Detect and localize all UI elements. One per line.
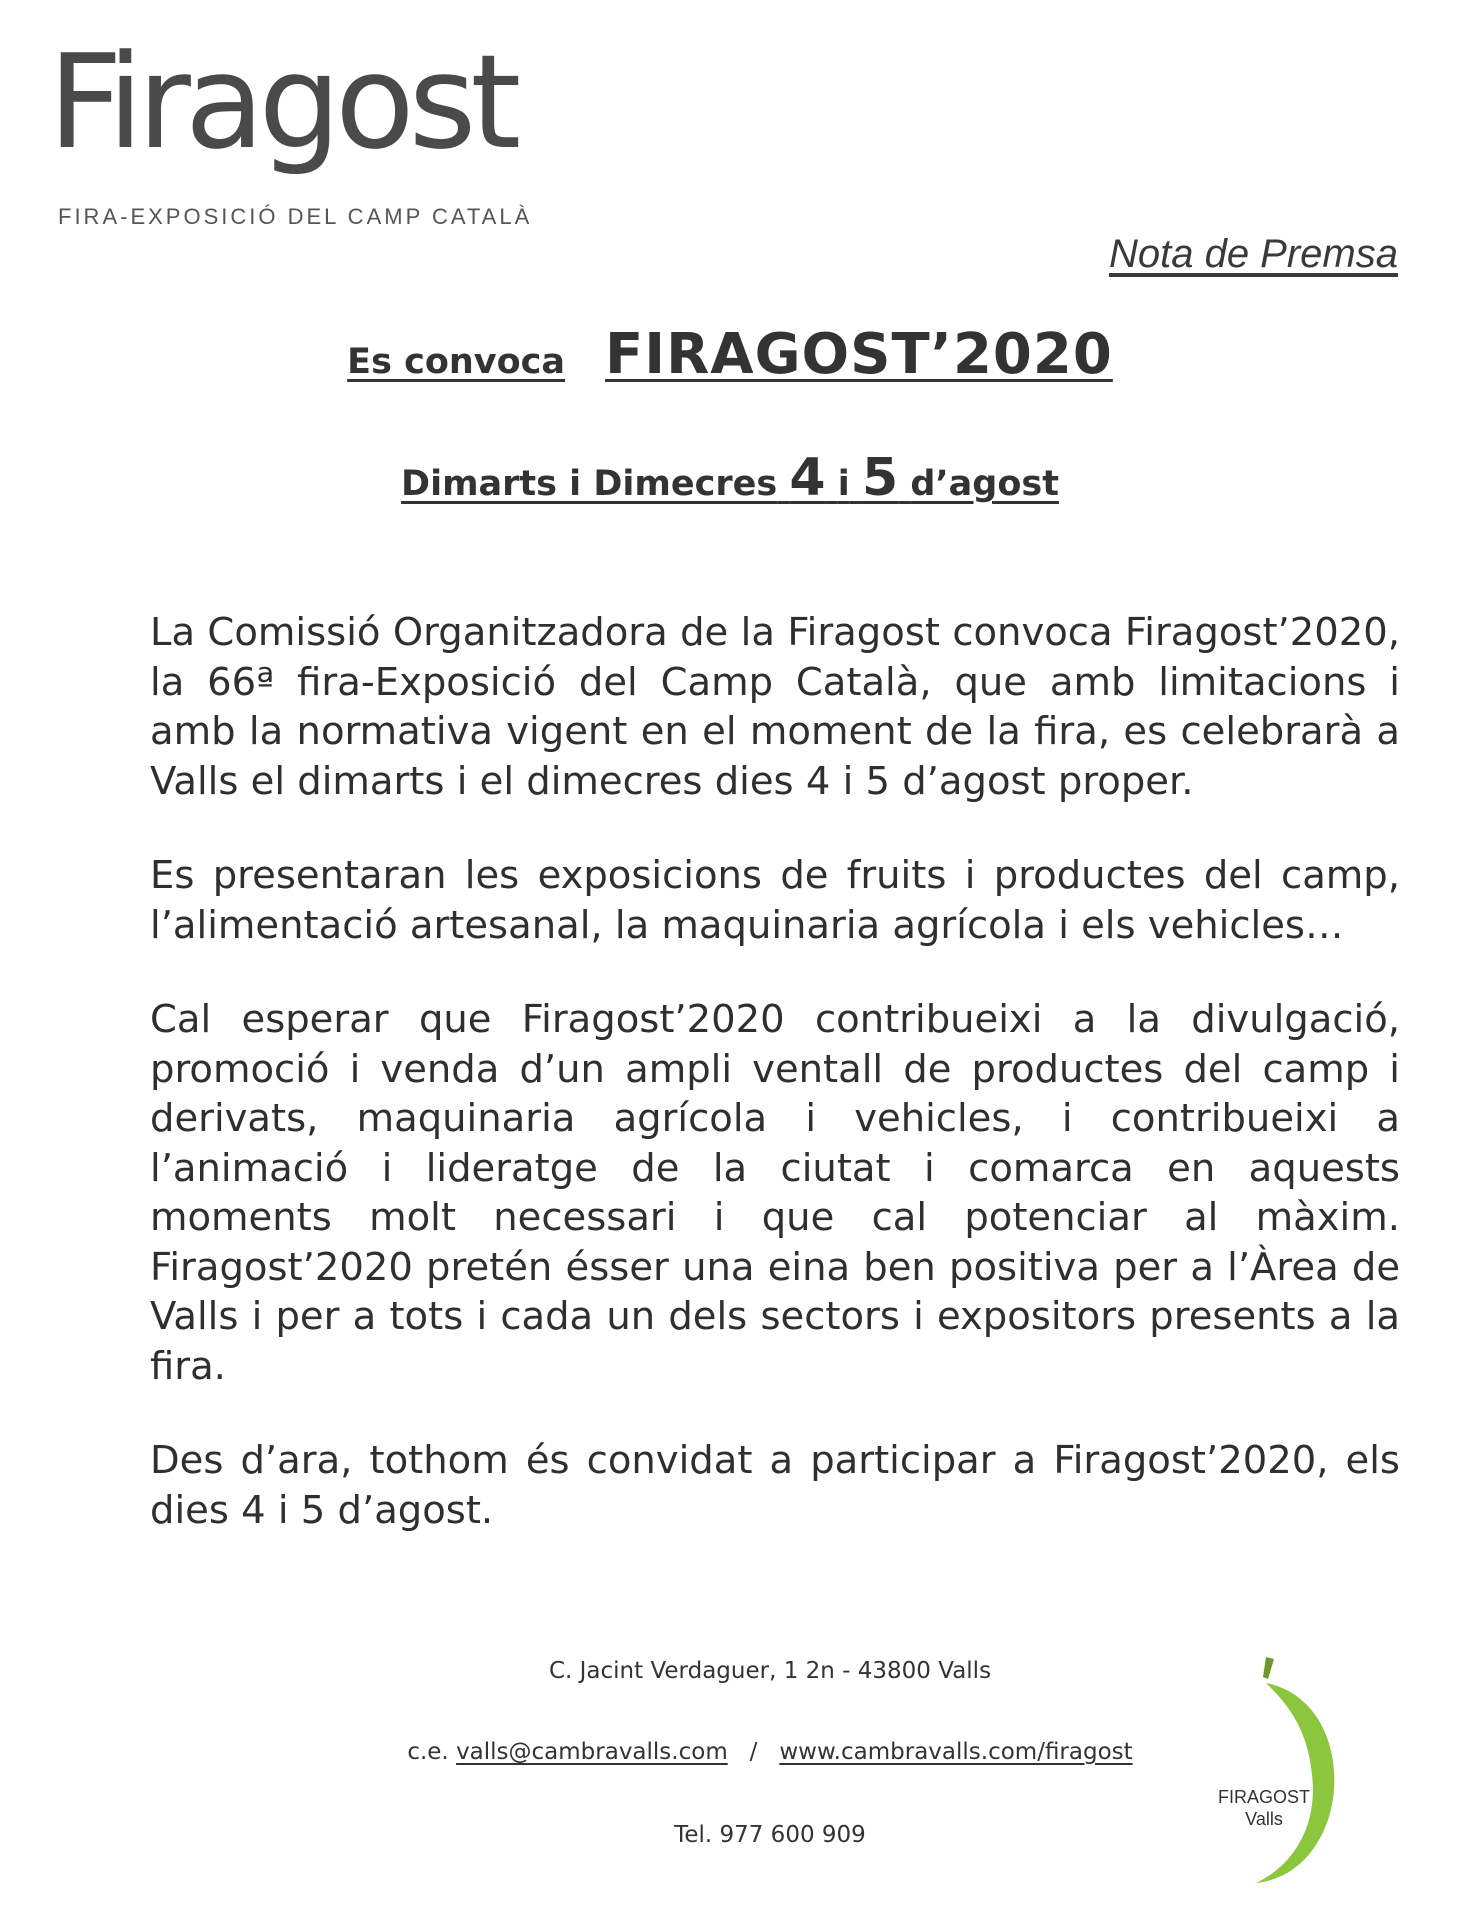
- press-release-body: [150, 608, 1400, 1580]
- badge-line2: Valls: [1245, 1809, 1283, 1829]
- paragraph-4: Des d’ara, tothom és convidat a participar a Firagost’2020, els dies 4 i 5 d’agost.: [150, 1438, 1400, 1533]
- footer-phone: Tel. 977 600 909: [674, 1822, 866, 1848]
- footer-contact: [290, 1739, 1250, 1765]
- subheadline-month: d’agost: [910, 464, 1059, 504]
- contact-separator: /: [749, 1739, 758, 1765]
- subheadline-day2: 5: [861, 448, 899, 508]
- badge-swoosh-icon: [1256, 1683, 1334, 1883]
- subheadline-days: Dimarts i Dimecres: [401, 464, 778, 504]
- badge-line1: FIRAGOST: [1217, 1787, 1311, 1807]
- headline: [0, 322, 1460, 387]
- badge-leaf-icon: [1263, 1657, 1274, 1679]
- footer-address: C. Jacint Verdaguer, 1 2n - 43800 Valls: [548, 1658, 992, 1684]
- subheadline-day1: 4: [789, 448, 826, 508]
- logo-subtitle: FIRA-EXPOSICIÓ DEL CAMP CATALÀ: [58, 204, 533, 229]
- email-link[interactable]: valls@cambravalls.com: [456, 1739, 728, 1765]
- subheadline-conj: i: [837, 464, 850, 504]
- firagost-valls-badge: [1216, 1655, 1366, 1885]
- paragraph-2: Es presentaran les exposicions de fruits i productes del camp, l’alimentació artesanal, la maquinaria agrícola i els vehicles…: [150, 853, 1400, 948]
- paragraph-3: Cal esperar que Firagost’2020 contribueixi a la divulgació, promoció i venda d’un ampli ventall de productes del camp i derivats, maquinaria agrícola i vehicles, i contribueixi a l’animació i lideratge de la ciutat i comarca en aquests moments molt necessari i que cal potenciar al màxim. Firagost’2020 pretén ésser una eina ben positiva per a l’Àrea de Valls i per a tots i cada un dels sectors i expositors presents a la fira.: [150, 997, 1400, 1389]
- logo-wordmark: Firagost: [48, 26, 516, 178]
- subheadline: [0, 448, 1460, 508]
- website-link[interactable]: www.cambravalls.com/firagost: [779, 1739, 1133, 1765]
- email-prefix: c.e.: [407, 1739, 449, 1765]
- headline-prefix: Es convoca: [347, 342, 566, 382]
- headline-title: FIRAGOST’2020: [605, 322, 1113, 387]
- press-note-label: Nota de Premsa: [1108, 232, 1398, 276]
- paragraph-1: La Comissió Organitzadora de la Firagost convoca Firagost’2020, la 66ª fira-Exposició del Camp Català, que amb limitacions i amb la normativa vigent en el moment de la fira, es celebrarà a Valls el dimarts i el dimecres dies 4 i 5 d’agost proper.: [150, 610, 1400, 804]
